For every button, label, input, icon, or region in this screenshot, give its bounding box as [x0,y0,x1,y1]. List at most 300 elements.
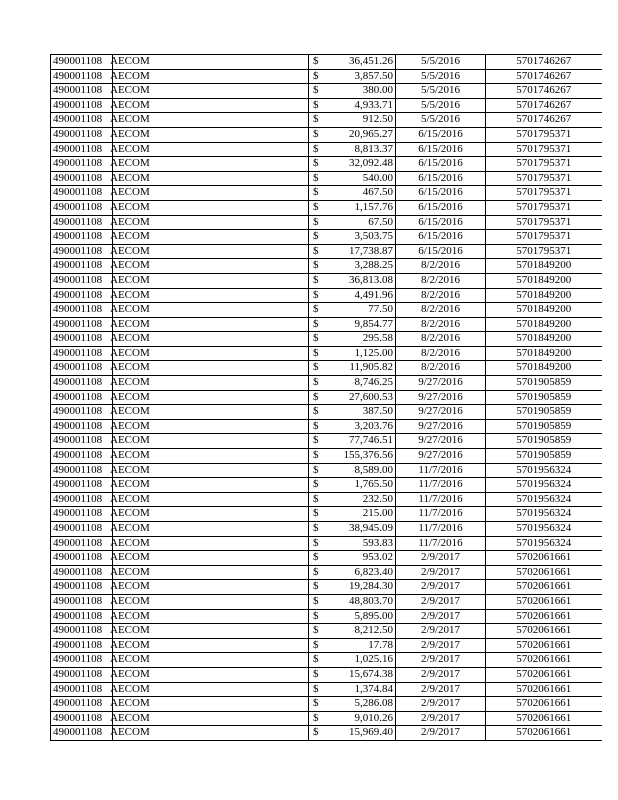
currency-cell: $ [309,84,323,99]
invoice-cell: 5701746267 [486,84,602,99]
invoice-cell: 5701956324 [486,536,602,551]
invoice-cell: 5701905859 [486,419,602,434]
date-cell: 6/15/2016 [396,215,486,230]
amount-cell: 295.58 [323,332,396,347]
amount-cell: 467.50 [323,186,396,201]
vendor-name: AECOM [110,551,150,564]
invoice-cell: 5701849200 [486,346,602,361]
currency-cell: $ [309,273,323,288]
amount-cell: 1,125.00 [323,346,396,361]
vendor-cell [110,522,309,537]
amount-cell: 5,895.00 [323,609,396,624]
date-cell: 9/27/2016 [396,419,486,434]
table-row [51,697,602,712]
invoice-cell: 5702061661 [486,711,602,726]
amount-cell: 36,813.08 [323,273,396,288]
po-number-cell: 490001108 [51,551,113,566]
table-row [51,580,602,595]
invoice-cell: 5701849200 [486,303,602,318]
table-row [51,317,602,332]
amount-cell: 17.78 [323,638,396,653]
po-number-cell: 490001108 [51,667,113,682]
amount-cell: 3,857.50 [323,69,396,84]
table-row [51,186,602,201]
table-row [51,273,602,288]
po-number-cell: 490001108 [51,492,113,507]
vendor-name: AECOM [110,682,150,695]
vendor-cell [110,390,309,405]
amount-cell: 1,374.84 [323,682,396,697]
table-row [51,84,602,99]
currency-cell: $ [309,142,323,157]
po-number-cell: 490001108 [51,565,113,580]
amount-cell: 593.83 [323,536,396,551]
vendor-cell [110,113,309,128]
po-number-cell: 490001108 [51,259,113,274]
table-row [51,288,602,303]
currency-cell: $ [309,609,323,624]
vendor-cell [110,638,309,653]
date-cell: 2/9/2017 [396,594,486,609]
currency-cell: $ [309,361,323,376]
table-row [51,478,602,493]
amount-cell: 36,451.26 [323,55,396,70]
invoice-cell: 5702061661 [486,580,602,595]
currency-cell: $ [309,594,323,609]
currency-cell: $ [309,390,323,405]
vendor-name: AECOM [110,726,150,739]
amount-cell: 215.00 [323,507,396,522]
po-number-cell: 490001108 [51,84,113,99]
invoice-cell: 5702061661 [486,653,602,668]
amount-cell: 8,813.37 [323,142,396,157]
vendor-cell [110,273,309,288]
amount-cell: 6,823.40 [323,565,396,580]
po-number-cell: 490001108 [51,98,113,113]
date-cell: 6/15/2016 [396,171,486,186]
vendor-cell [110,492,309,507]
currency-cell: $ [309,98,323,113]
currency-cell: $ [309,346,323,361]
amount-cell: 38,945.09 [323,522,396,537]
vendor-cell [110,594,309,609]
po-number-cell: 490001108 [51,697,113,712]
currency-cell: $ [309,113,323,128]
vendor-name: AECOM [110,303,150,316]
vendor-name: AECOM [110,69,150,82]
vendor-name: AECOM [110,288,150,301]
amount-cell: 8,212.50 [323,624,396,639]
currency-cell: $ [309,449,323,464]
table-row [51,682,602,697]
currency-cell: $ [309,492,323,507]
table-row [51,565,602,580]
currency-cell: $ [309,317,323,332]
po-number-cell: 490001108 [51,682,113,697]
table-row [51,346,602,361]
vendor-cell [110,215,309,230]
amount-cell: 1,765.50 [323,478,396,493]
currency-cell: $ [309,522,323,537]
vendor-cell [110,434,309,449]
amount-cell: 27,600.53 [323,390,396,405]
invoice-cell: 5701849200 [486,317,602,332]
po-number-cell: 490001108 [51,507,113,522]
po-number-cell: 490001108 [51,726,113,741]
po-number-cell: 490001108 [51,609,113,624]
date-cell: 2/9/2017 [396,726,486,741]
currency-cell: $ [309,536,323,551]
date-cell: 11/7/2016 [396,536,486,551]
table-row [51,376,602,391]
table-row [51,230,602,245]
vendor-cell [110,682,309,697]
amount-cell: 953.02 [323,551,396,566]
vendor-cell [110,565,309,580]
table-row [51,667,602,682]
currency-cell: $ [309,405,323,420]
vendor-cell [110,624,309,639]
vendor-name: AECOM [110,332,150,345]
vendor-cell [110,230,309,245]
table-row [51,142,602,157]
table-row [51,638,602,653]
currency-cell: $ [309,127,323,142]
vendor-name: AECOM [110,638,150,651]
currency-cell: $ [309,244,323,259]
po-number-cell: 490001108 [51,361,113,376]
vendor-cell [110,84,309,99]
table-row [51,332,602,347]
date-cell: 6/15/2016 [396,186,486,201]
date-cell: 8/2/2016 [396,346,486,361]
amount-cell: 540.00 [323,171,396,186]
payments-table-body [51,55,602,741]
vendor-name: AECOM [110,609,150,622]
vendor-cell [110,376,309,391]
vendor-cell [110,667,309,682]
invoice-cell: 5701905859 [486,405,602,420]
vendor-cell [110,303,309,318]
date-cell: 8/2/2016 [396,332,486,347]
vendor-name: AECOM [110,273,150,286]
currency-cell: $ [309,200,323,215]
date-cell: 6/15/2016 [396,127,486,142]
amount-cell: 20,965.27 [323,127,396,142]
invoice-cell: 5701849200 [486,332,602,347]
vendor-name: AECOM [110,127,150,140]
po-number-cell: 490001108 [51,55,113,70]
po-number-cell: 490001108 [51,303,113,318]
currency-cell: $ [309,711,323,726]
date-cell: 8/2/2016 [396,259,486,274]
amount-cell: 77,746.51 [323,434,396,449]
date-cell: 8/2/2016 [396,361,486,376]
table-row [51,507,602,522]
vendor-name: AECOM [110,711,150,724]
amount-cell: 380.00 [323,84,396,99]
po-number-cell: 490001108 [51,200,113,215]
currency-cell: $ [309,288,323,303]
table-row [51,449,602,464]
currency-cell: $ [309,478,323,493]
date-cell: 2/9/2017 [396,624,486,639]
table-row [51,55,602,70]
vendor-name: AECOM [110,186,150,199]
currency-cell: $ [309,653,323,668]
vendor-name: AECOM [110,215,150,228]
date-cell: 2/9/2017 [396,551,486,566]
currency-cell: $ [309,376,323,391]
table-row [51,522,602,537]
vendor-cell [110,478,309,493]
amount-cell: 8,589.00 [323,463,396,478]
date-cell: 5/5/2016 [396,113,486,128]
table-row [51,463,602,478]
vendor-cell [110,551,309,566]
table-row [51,200,602,215]
invoice-cell: 5702061661 [486,609,602,624]
table-row [51,361,602,376]
currency-cell: $ [309,215,323,230]
vendor-name: AECOM [110,536,150,549]
date-cell: 9/27/2016 [396,449,486,464]
po-number-cell: 490001108 [51,186,113,201]
table-row [51,551,602,566]
vendor-name: AECOM [110,171,150,184]
invoice-cell: 5701795371 [486,171,602,186]
vendor-name: AECOM [110,697,150,710]
po-number-cell: 490001108 [51,215,113,230]
po-number-cell: 490001108 [51,624,113,639]
vendor-name: AECOM [110,667,150,680]
po-number-cell: 490001108 [51,390,113,405]
currency-cell: $ [309,726,323,741]
po-number-cell: 490001108 [51,463,113,478]
currency-cell: $ [309,638,323,653]
date-cell: 6/15/2016 [396,200,486,215]
vendor-name: AECOM [110,361,150,374]
date-cell: 5/5/2016 [396,84,486,99]
vendor-name: AECOM [110,113,150,126]
date-cell: 9/27/2016 [396,434,486,449]
vendor-cell [110,609,309,624]
amount-cell: 387.50 [323,405,396,420]
vendor-name: AECOM [110,522,150,534]
date-cell: 6/15/2016 [396,142,486,157]
invoice-cell: 5701849200 [486,288,602,303]
invoice-cell: 5702061661 [486,726,602,741]
amount-cell: 1,157.76 [323,200,396,215]
date-cell: 11/7/2016 [396,463,486,478]
invoice-cell: 5701795371 [486,142,602,157]
date-cell: 8/2/2016 [396,317,486,332]
vendor-name: AECOM [110,653,150,666]
table-row [51,536,602,551]
vendor-cell [110,259,309,274]
currency-cell: $ [309,186,323,201]
date-cell: 2/9/2017 [396,667,486,682]
vendor-name: AECOM [110,594,150,607]
amount-cell: 155,376.56 [323,449,396,464]
date-cell: 8/2/2016 [396,288,486,303]
vendor-name: AECOM [110,492,150,505]
invoice-cell: 5701795371 [486,244,602,259]
table-row [51,244,602,259]
date-cell: 2/9/2017 [396,638,486,653]
table-row [51,215,602,230]
table-row [51,711,602,726]
vendor-cell [110,361,309,376]
po-number-cell: 490001108 [51,127,113,142]
currency-cell: $ [309,463,323,478]
date-cell: 11/7/2016 [396,522,486,537]
vendor-name: AECOM [110,507,150,520]
currency-cell: $ [309,303,323,318]
vendor-name: AECOM [110,390,150,403]
amount-cell: 67.50 [323,215,396,230]
po-number-cell: 490001108 [51,346,113,361]
po-number-cell: 490001108 [51,273,113,288]
amount-cell: 9,010.26 [323,711,396,726]
vendor-cell [110,55,309,70]
date-cell: 2/9/2017 [396,565,486,580]
invoice-cell: 5701795371 [486,186,602,201]
date-cell: 6/15/2016 [396,244,486,259]
currency-cell: $ [309,624,323,639]
vendor-cell [110,288,309,303]
invoice-cell: 5701905859 [486,449,602,464]
po-number-cell: 490001108 [51,142,113,157]
vendor-cell [110,332,309,347]
vendor-cell [110,98,309,113]
amount-cell: 4,933.71 [323,98,396,113]
date-cell: 11/7/2016 [396,478,486,493]
table-row [51,609,602,624]
date-cell: 11/7/2016 [396,492,486,507]
amount-cell: 15,674.38 [323,667,396,682]
po-number-cell: 490001108 [51,332,113,347]
date-cell: 2/9/2017 [396,653,486,668]
invoice-cell: 5701795371 [486,215,602,230]
currency-cell: $ [309,259,323,274]
table-row [51,259,602,274]
table-row [51,390,602,405]
invoice-cell: 5701849200 [486,273,602,288]
table-row [51,98,602,113]
po-number-cell: 490001108 [51,405,113,420]
vendor-name: AECOM [110,200,150,213]
invoice-cell: 5702061661 [486,638,602,653]
table-row [51,69,602,84]
table-row [51,113,602,128]
vendor-cell [110,157,309,172]
vendor-name: AECOM [110,259,150,272]
amount-cell: 3,288.25 [323,259,396,274]
date-cell: 6/15/2016 [396,230,486,245]
invoice-cell: 5701956324 [486,478,602,493]
amount-cell: 77.50 [323,303,396,318]
invoice-cell: 5701795371 [486,200,602,215]
date-cell: 2/9/2017 [396,682,486,697]
vendor-cell [110,405,309,420]
vendor-cell [110,711,309,726]
invoice-cell: 5702061661 [486,682,602,697]
invoice-cell: 5702061661 [486,551,602,566]
vendor-cell [110,449,309,464]
invoice-cell: 5701795371 [486,230,602,245]
amount-cell: 11,905.82 [323,361,396,376]
invoice-cell: 5701746267 [486,98,602,113]
date-cell: 9/27/2016 [396,405,486,420]
vendor-cell [110,142,309,157]
vendor-name: AECOM [110,565,150,578]
table-row [51,157,602,172]
amount-cell: 48,803.70 [323,594,396,609]
currency-cell: $ [309,507,323,522]
amount-cell: 9,854.77 [323,317,396,332]
po-number-cell: 490001108 [51,113,113,128]
table-row [51,653,602,668]
date-cell: 2/9/2017 [396,609,486,624]
vendor-name: AECOM [110,449,150,462]
amount-cell: 1,025.16 [323,653,396,668]
invoice-cell: 5702061661 [486,565,602,580]
vendor-cell [110,346,309,361]
po-number-cell: 490001108 [51,653,113,668]
vendor-name: AECOM [110,84,150,97]
table-row [51,492,602,507]
po-number-cell: 490001108 [51,594,113,609]
amount-cell: 912.50 [323,113,396,128]
amount-cell: 3,503.75 [323,230,396,245]
date-cell: 9/27/2016 [396,376,486,391]
invoice-cell: 5701956324 [486,463,602,478]
currency-cell: $ [309,69,323,84]
date-cell: 5/5/2016 [396,98,486,113]
vendor-name: AECOM [110,230,150,243]
po-number-cell: 490001108 [51,522,113,537]
po-number-cell: 490001108 [51,638,113,653]
currency-cell: $ [309,697,323,712]
vendor-name: AECOM [110,463,150,476]
invoice-cell: 5701956324 [486,507,602,522]
currency-cell: $ [309,55,323,70]
vendor-cell [110,127,309,142]
currency-cell: $ [309,565,323,580]
date-cell: 5/5/2016 [396,55,486,70]
date-cell: 6/15/2016 [396,157,486,172]
vendor-name: AECOM [110,157,150,170]
invoice-cell: 5701795371 [486,157,602,172]
date-cell: 2/9/2017 [396,580,486,595]
table-row [51,434,602,449]
vendor-cell [110,697,309,712]
amount-cell: 19,284.30 [323,580,396,595]
po-number-cell: 490001108 [51,376,113,391]
vendor-name: AECOM [110,580,150,593]
date-cell: 8/2/2016 [396,273,486,288]
amount-cell: 4,491.96 [323,288,396,303]
invoice-cell: 5701905859 [486,434,602,449]
vendor-cell [110,171,309,186]
invoice-cell: 5701905859 [486,376,602,391]
invoice-cell: 5702061661 [486,697,602,712]
invoice-cell: 5701795371 [486,127,602,142]
vendor-cell [110,536,309,551]
vendor-cell [110,463,309,478]
invoice-cell: 5702061661 [486,667,602,682]
